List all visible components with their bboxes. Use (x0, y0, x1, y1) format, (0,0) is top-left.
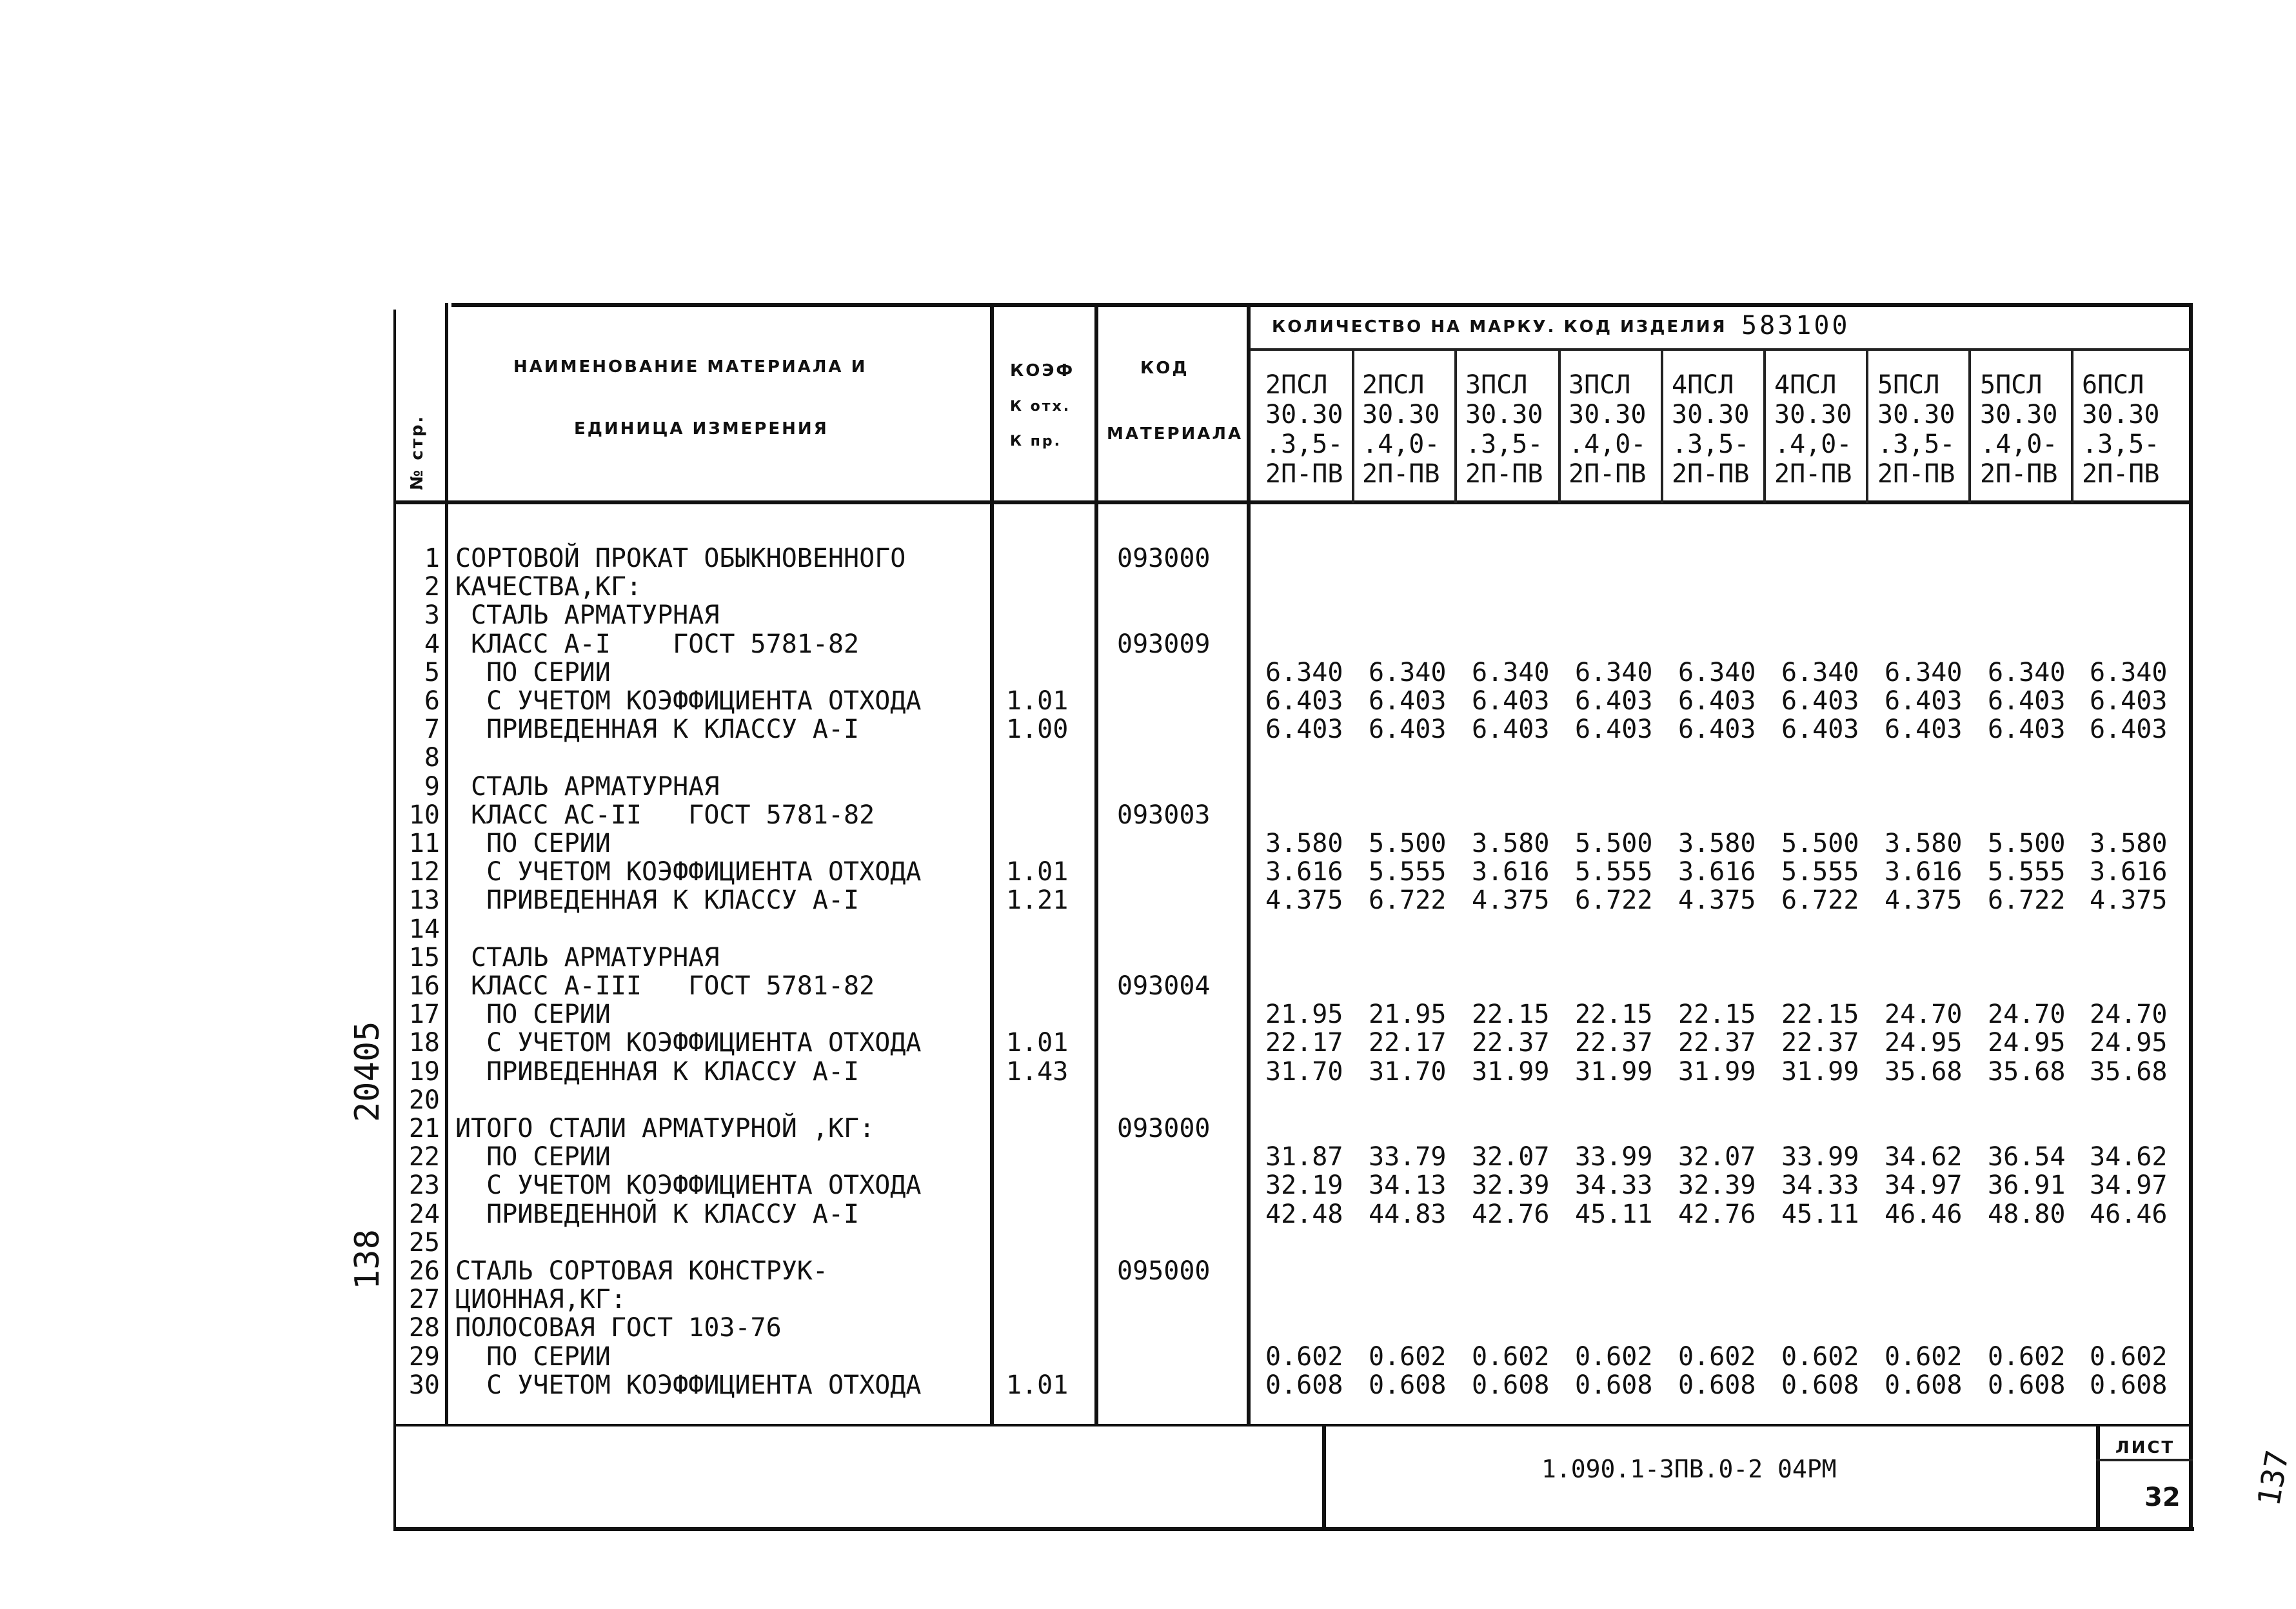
quantity-value: 0.602 (1472, 1342, 1550, 1372)
quantity-value: 4.375 (1472, 885, 1550, 915)
material-name-header-line1: НАИМЕНОВАНИЕ МАТЕРИАЛА И (513, 357, 867, 377)
col-code-divider (1247, 303, 1251, 1425)
quantity-value: 24.95 (1885, 1028, 1963, 1058)
material-name: СТАЛЬ АРМАТУРНАЯ (455, 772, 720, 802)
mark-header-line: 30.30 (1362, 400, 1440, 429)
material-code: 093003 (1117, 800, 1211, 830)
quantity-value: 22.37 (1781, 1028, 1859, 1058)
quantity-value: 22.15 (1575, 1000, 1653, 1029)
mark-header-line: 6ПСЛ (2082, 370, 2144, 400)
material-code: 095000 (1117, 1256, 1211, 1286)
mark-header-line: 2ПСЛ (1362, 370, 1425, 400)
quantity-value: 24.95 (1988, 1028, 2066, 1058)
mark-header-line: .4,0- (1569, 429, 1647, 459)
quantity-value: 32.39 (1678, 1170, 1756, 1200)
mark-header-line: .3,5- (1465, 429, 1543, 459)
quantity-value: 6.340 (1575, 658, 1653, 687)
mark-header-line: 30.30 (1569, 400, 1647, 429)
mark-divider (1352, 348, 1354, 503)
material-name: С УЧЕТОМ КОЭФФИЦИЕНТА ОТХОДА (455, 686, 922, 716)
quantity-value: 33.99 (1781, 1142, 1859, 1172)
quantity-value: 46.46 (2090, 1199, 2168, 1229)
row-number: 1 (424, 544, 440, 573)
mark-header (2082, 370, 2159, 489)
quantity-value: 48.80 (1988, 1199, 2066, 1229)
quantity-value: 6.722 (1988, 885, 2066, 915)
mark-header-line: 2П-ПВ (1569, 459, 1647, 489)
quantity-value: 34.62 (1885, 1142, 1963, 1172)
col-coef-divider (1094, 303, 1098, 1425)
material-name: ПОЛОСОВАЯ ГОСТ 103-76 (455, 1313, 782, 1343)
quantity-value: 6.403 (1781, 686, 1859, 716)
quantity-value: 0.602 (1575, 1342, 1653, 1372)
quantity-value: 0.608 (2090, 1370, 2168, 1400)
quantity-value: 22.37 (1678, 1028, 1756, 1058)
quantity-value: 3.580 (2090, 829, 2168, 858)
quantity-value: 36.54 (1988, 1142, 2066, 1172)
row-number: 25 (408, 1228, 440, 1258)
mark-header-line: .4,0- (1774, 429, 1852, 459)
row-number: 2 (424, 572, 440, 602)
quantity-value: 6.340 (1265, 658, 1343, 687)
row-number: 26 (408, 1256, 440, 1286)
quantity-value: 0.602 (1678, 1342, 1756, 1372)
mark-header-line: 2П-ПВ (1672, 459, 1750, 489)
quantity-value: 5.500 (1575, 829, 1653, 858)
quantity-value: 3.616 (1472, 857, 1550, 887)
row-number: 3 (424, 600, 440, 630)
mark-header-line: 30.30 (1265, 400, 1343, 429)
mark-header-line: 30.30 (2082, 400, 2160, 429)
margin-page-left: 138 (348, 1229, 387, 1290)
quantity-value: 6.340 (1988, 658, 2066, 687)
mark-header (1877, 370, 1955, 489)
row-number: 20 (408, 1085, 440, 1115)
mark-divider (1968, 348, 1971, 503)
quantity-value: 6.403 (1575, 715, 1653, 744)
mark-header-line: 3ПСЛ (1465, 370, 1528, 400)
row-number: 21 (408, 1114, 440, 1143)
quantity-value: 33.79 (1369, 1142, 1447, 1172)
quantity-value: 0.602 (1369, 1342, 1447, 1372)
quantity-value: 31.70 (1265, 1057, 1343, 1087)
quantity-value: 32.07 (1472, 1142, 1550, 1172)
quantity-value: 6.340 (1781, 658, 1859, 687)
mark-header-line: 30.30 (1672, 400, 1750, 429)
mark-header (1265, 370, 1343, 489)
quantity-value: 0.608 (1369, 1370, 1447, 1400)
material-name: ЦИОННАЯ,КГ: (455, 1285, 626, 1314)
quantity-value: 6.403 (1472, 686, 1550, 716)
material-code: 093000 (1117, 544, 1211, 573)
row-number: 11 (408, 829, 440, 858)
titleblock-sheet-divider (2096, 1459, 2193, 1461)
row-number: 15 (408, 943, 440, 972)
quantity-value: 6.340 (1885, 658, 1963, 687)
quantity-value: 6.403 (1265, 715, 1343, 744)
quantity-value: 0.608 (1575, 1370, 1653, 1400)
quantity-value: 6.403 (2090, 715, 2168, 744)
quantity-value: 22.15 (1781, 1000, 1859, 1029)
quantity-value: 3.616 (1678, 857, 1756, 887)
row-number: 13 (408, 885, 440, 915)
material-name: ПО СЕРИИ (455, 829, 611, 858)
quantity-value: 46.46 (1885, 1199, 1963, 1229)
mark-header-line: 2П-ПВ (1265, 459, 1343, 489)
coefficient: 1.43 (1006, 1057, 1069, 1087)
mark-header-line: 2П-ПВ (1877, 459, 1955, 489)
quantity-value: 6.403 (1472, 715, 1550, 744)
mark-header-line: 4ПСЛ (1672, 370, 1734, 400)
quantity-value: 4.375 (1265, 885, 1343, 915)
mark-header-line: 30.30 (1877, 400, 1955, 429)
quantity-value: 21.95 (1369, 1000, 1447, 1029)
row-number: 6 (424, 686, 440, 716)
quantity-value: 21.95 (1265, 1000, 1343, 1029)
quantity-value: 6.403 (2090, 686, 2168, 716)
mark-header-line: 2ПСЛ (1265, 370, 1328, 400)
quantity-value: 36.91 (1988, 1170, 2066, 1200)
row-number: 8 (424, 743, 440, 773)
quantity-value: 35.68 (1885, 1057, 1963, 1087)
quantity-value: 35.68 (2090, 1057, 2168, 1087)
quantity-value: 6.403 (1369, 715, 1447, 744)
row-number: 10 (408, 800, 440, 830)
mark-header-line: .4,0- (1980, 429, 2058, 459)
quantity-value: 44.83 (1369, 1199, 1447, 1229)
mark-header-line: 30.30 (1774, 400, 1852, 429)
material-code: 093004 (1117, 971, 1211, 1001)
code-header-line1: КОД (1140, 359, 1189, 378)
mark-header-line: 3ПСЛ (1569, 370, 1631, 400)
quantity-value: 31.99 (1472, 1057, 1550, 1087)
row-number: 24 (408, 1199, 440, 1229)
quantity-value: 0.602 (2090, 1342, 2168, 1372)
quantity-value: 6.722 (1369, 885, 1447, 915)
quantity-value: 42.76 (1472, 1199, 1550, 1229)
coefficient: 1.01 (1006, 686, 1069, 716)
quantity-value: 6.403 (1988, 686, 2066, 716)
mark-divider (2071, 348, 2073, 503)
quantity-value: 3.580 (1678, 829, 1756, 858)
margin-archive-code: 20405 (348, 1021, 387, 1122)
mark-header-line: .4,0- (1362, 429, 1440, 459)
row-number: 5 (424, 658, 440, 687)
sheet-label: ЛИСТ (2115, 1438, 2175, 1457)
row-number: 17 (408, 1000, 440, 1029)
row-number: 12 (408, 857, 440, 887)
material-name: КЛАСС А-III ГОСТ 5781-82 (455, 971, 875, 1001)
mark-header (1980, 370, 2057, 489)
row-number: 9 (424, 772, 440, 802)
quantity-value: 4.375 (1885, 885, 1963, 915)
mark-header-line: .3,5- (1265, 429, 1343, 459)
row-number: 28 (408, 1313, 440, 1343)
quantity-value: 6.340 (1369, 658, 1447, 687)
quantity-value: 31.87 (1265, 1142, 1343, 1172)
quantity-value: 6.722 (1781, 885, 1859, 915)
quantity-value: 3.616 (1265, 857, 1343, 887)
margin-page-right: 137 (2251, 1447, 2296, 1509)
quantity-header: КОЛИЧЕСТВО НА МАРКУ. КОД ИЗДЕЛИЯ (1272, 317, 1727, 337)
material-name: КЛАСС А-I ГОСТ 5781-82 (455, 629, 860, 659)
mark-divider (1763, 348, 1766, 503)
quantity-value: 35.68 (1988, 1057, 2066, 1087)
quantity-value: 0.608 (1472, 1370, 1550, 1400)
coefficient: 1.21 (1006, 885, 1069, 915)
mark-header-line: .3,5- (1877, 429, 1955, 459)
qty-header-divider (1250, 348, 2190, 351)
quantity-value: 0.602 (1885, 1342, 1963, 1372)
quantity-value: 5.500 (1988, 829, 2066, 858)
frame-body-bottom (395, 1424, 2193, 1426)
col-name-divider (990, 303, 994, 1425)
mark-header-line: 5ПСЛ (1877, 370, 1940, 400)
quantity-value: 5.555 (1988, 857, 2066, 887)
quantity-value: 0.608 (1265, 1370, 1343, 1400)
row-number: 14 (408, 914, 440, 944)
quantity-value: 0.602 (1988, 1342, 2066, 1372)
quantity-value: 24.70 (1885, 1000, 1963, 1029)
quantity-value: 22.17 (1369, 1028, 1447, 1058)
material-name: СОРТОВОЙ ПРОКАТ ОБЫКНОВЕННОГО (455, 544, 906, 573)
quantity-value: 33.99 (1575, 1142, 1653, 1172)
mark-divider (1661, 348, 1663, 503)
quantity-value: 4.375 (2090, 885, 2168, 915)
material-name: ПО СЕРИИ (455, 658, 611, 687)
quantity-value: 45.11 (1575, 1199, 1653, 1229)
mark-header (1569, 370, 1646, 489)
quantity-value: 6.403 (1575, 686, 1653, 716)
quantity-value: 6.403 (1678, 686, 1756, 716)
quantity-value: 6.403 (1781, 715, 1859, 744)
row-number-header: № стр. (408, 414, 427, 490)
coef-header-line2: К отх. (1010, 399, 1071, 415)
mark-header-line: 2П-ПВ (1980, 459, 2058, 489)
quantity-value: 45.11 (1781, 1199, 1859, 1229)
quantity-value: 0.608 (1678, 1370, 1756, 1400)
row-number: 22 (408, 1142, 440, 1172)
quantity-value: 6.340 (1678, 658, 1756, 687)
material-name-header-line2: ЕДИНИЦА ИЗМЕРЕНИЯ (574, 419, 829, 439)
coefficient: 1.00 (1006, 715, 1069, 744)
material-name: СТАЛЬ АРМАТУРНАЯ (455, 600, 720, 630)
mark-header-line: 5ПСЛ (1980, 370, 2043, 400)
mark-header (1465, 370, 1543, 489)
row-number: 18 (408, 1028, 440, 1058)
sheet-number: 32 (2144, 1483, 2181, 1512)
quantity-value: 32.39 (1472, 1170, 1550, 1200)
quantity-value: 6.340 (1472, 658, 1550, 687)
quantity-value: 6.403 (1988, 715, 2066, 744)
mark-header (1362, 370, 1440, 489)
frame-header-bottom (395, 500, 2193, 504)
mark-header-line: 2П-ПВ (1774, 459, 1852, 489)
quantity-value: 6.403 (1885, 686, 1963, 716)
row-number: 29 (408, 1342, 440, 1372)
mark-header-line: 30.30 (1980, 400, 2058, 429)
mark-header-line: .3,5- (2082, 429, 2160, 459)
quantity-value: 32.07 (1678, 1142, 1756, 1172)
quantity-value: 22.37 (1472, 1028, 1550, 1058)
material-name: ПРИВЕДЕННАЯ К КЛАССУ А-I (455, 715, 860, 744)
material-name: КАЧЕСТВА,КГ: (455, 572, 642, 602)
titleblock-sheet-left (2096, 1426, 2100, 1530)
mark-header (1774, 370, 1852, 489)
mark-header-line: 4ПСЛ (1774, 370, 1837, 400)
coefficient: 1.01 (1006, 1028, 1069, 1058)
quantity-value: 31.70 (1369, 1057, 1447, 1087)
quantity-value: 42.48 (1265, 1199, 1343, 1229)
quantity-value: 42.76 (1678, 1199, 1756, 1229)
row-number: 30 (408, 1370, 440, 1400)
mark-header-line: .3,5- (1672, 429, 1750, 459)
quantity-value: 31.99 (1678, 1057, 1756, 1087)
quantity-value: 3.616 (2090, 857, 2168, 887)
quantity-value: 6.722 (1575, 885, 1653, 915)
quantity-value: 31.99 (1781, 1057, 1859, 1087)
quantity-value: 31.99 (1575, 1057, 1653, 1087)
quantity-value: 34.13 (1369, 1170, 1447, 1200)
material-name: ПРИВЕДЕННАЯ К КЛАССУ А-I (455, 1057, 860, 1087)
row-number: 19 (408, 1057, 440, 1087)
row-number: 4 (424, 629, 440, 659)
quantity-value: 5.500 (1369, 829, 1447, 858)
frame-top (451, 303, 2193, 307)
mark-header-line: 30.30 (1465, 400, 1543, 429)
quantity-value: 3.616 (1885, 857, 1963, 887)
quantity-value: 3.580 (1885, 829, 1963, 858)
material-name: СТАЛЬ АРМАТУРНАЯ (455, 943, 720, 972)
coefficient: 1.01 (1006, 1370, 1069, 1400)
material-name: ПО СЕРИИ (455, 1342, 611, 1372)
row-number: 7 (424, 715, 440, 744)
quantity-value: 6.403 (1885, 715, 1963, 744)
quantity-value: 6.403 (1369, 686, 1447, 716)
col-rownum-divider (445, 303, 448, 1425)
mark-header (1672, 370, 1749, 489)
product-code: 583100 (1741, 311, 1850, 341)
quantity-value: 3.580 (1472, 829, 1550, 858)
quantity-value: 5.555 (1781, 857, 1859, 887)
quantity-value: 22.15 (1678, 1000, 1756, 1029)
quantity-value: 6.403 (1678, 715, 1756, 744)
row-number: 16 (408, 971, 440, 1001)
material-name: ПРИВЕДЕННОЙ К КЛАССУ А-I (455, 1199, 860, 1229)
mark-divider (1454, 348, 1457, 503)
row-number: 23 (408, 1170, 440, 1200)
material-name: ПРИВЕДЕННАЯ К КЛАССУ А-I (455, 885, 860, 915)
quantity-value: 0.608 (1781, 1370, 1859, 1400)
coefficient: 1.01 (1006, 857, 1069, 887)
quantity-value: 22.15 (1472, 1000, 1550, 1029)
quantity-value: 34.97 (2090, 1170, 2168, 1200)
material-name: С УЧЕТОМ КОЭФФИЦИЕНТА ОТХОДА (455, 1370, 922, 1400)
material-name: СТАЛЬ СОРТОВАЯ КОНСТРУК- (455, 1256, 828, 1286)
quantity-value: 6.403 (1265, 686, 1343, 716)
quantity-value: 34.33 (1575, 1170, 1653, 1200)
coef-header-line1: КОЭФ (1010, 361, 1075, 380)
material-name: ПО СЕРИИ (455, 1142, 611, 1172)
quantity-value: 24.70 (1988, 1000, 2066, 1029)
quantity-value: 32.19 (1265, 1170, 1343, 1200)
material-name: КЛАСС АС-II ГОСТ 5781-82 (455, 800, 875, 830)
material-name: ИТОГО СТАЛИ АРМАТУРНОЙ ,КГ: (455, 1114, 875, 1143)
material-code: 093000 (1117, 1114, 1211, 1143)
quantity-value: 34.33 (1781, 1170, 1859, 1200)
quantity-value: 3.580 (1265, 829, 1343, 858)
material-name: С УЧЕТОМ КОЭФФИЦИЕНТА ОТХОДА (455, 1170, 922, 1200)
quantity-value: 5.555 (1575, 857, 1653, 887)
mark-divider (1558, 348, 1561, 503)
frame-bottom (395, 1527, 2194, 1531)
mark-header-line: 2П-ПВ (1362, 459, 1440, 489)
quantity-value: 5.555 (1369, 857, 1447, 887)
material-name: С УЧЕТОМ КОЭФФИЦИЕНТА ОТХОДА (455, 857, 922, 887)
quantity-value: 22.17 (1265, 1028, 1343, 1058)
document-code: 1.090.1-3ПВ.0-2 04РМ (1541, 1455, 1837, 1483)
mark-header-line: 2П-ПВ (1465, 459, 1543, 489)
coef-header-line3: К пр. (1010, 433, 1062, 449)
row-number: 27 (408, 1285, 440, 1314)
quantity-value: 4.375 (1678, 885, 1756, 915)
quantity-value: 0.608 (1885, 1370, 1963, 1400)
quantity-value: 0.608 (1988, 1370, 2066, 1400)
material-code: 093009 (1117, 629, 1211, 659)
quantity-value: 6.340 (2090, 658, 2168, 687)
quantity-value: 24.95 (2090, 1028, 2168, 1058)
quantity-value: 24.70 (2090, 1000, 2168, 1029)
titleblock-left (1322, 1426, 1326, 1530)
mark-header-line: 2П-ПВ (2082, 459, 2160, 489)
quantity-value: 0.602 (1781, 1342, 1859, 1372)
material-name: С УЧЕТОМ КОЭФФИЦИЕНТА ОТХОДА (455, 1028, 922, 1058)
quantity-value: 22.37 (1575, 1028, 1653, 1058)
code-header-line2: МАТЕРИАЛА (1107, 424, 1243, 444)
quantity-value: 0.602 (1265, 1342, 1343, 1372)
mark-divider (1866, 348, 1868, 503)
material-name: ПО СЕРИИ (455, 1000, 611, 1029)
quantity-value: 34.62 (2090, 1142, 2168, 1172)
quantity-value: 34.97 (1885, 1170, 1963, 1200)
quantity-value: 5.500 (1781, 829, 1859, 858)
